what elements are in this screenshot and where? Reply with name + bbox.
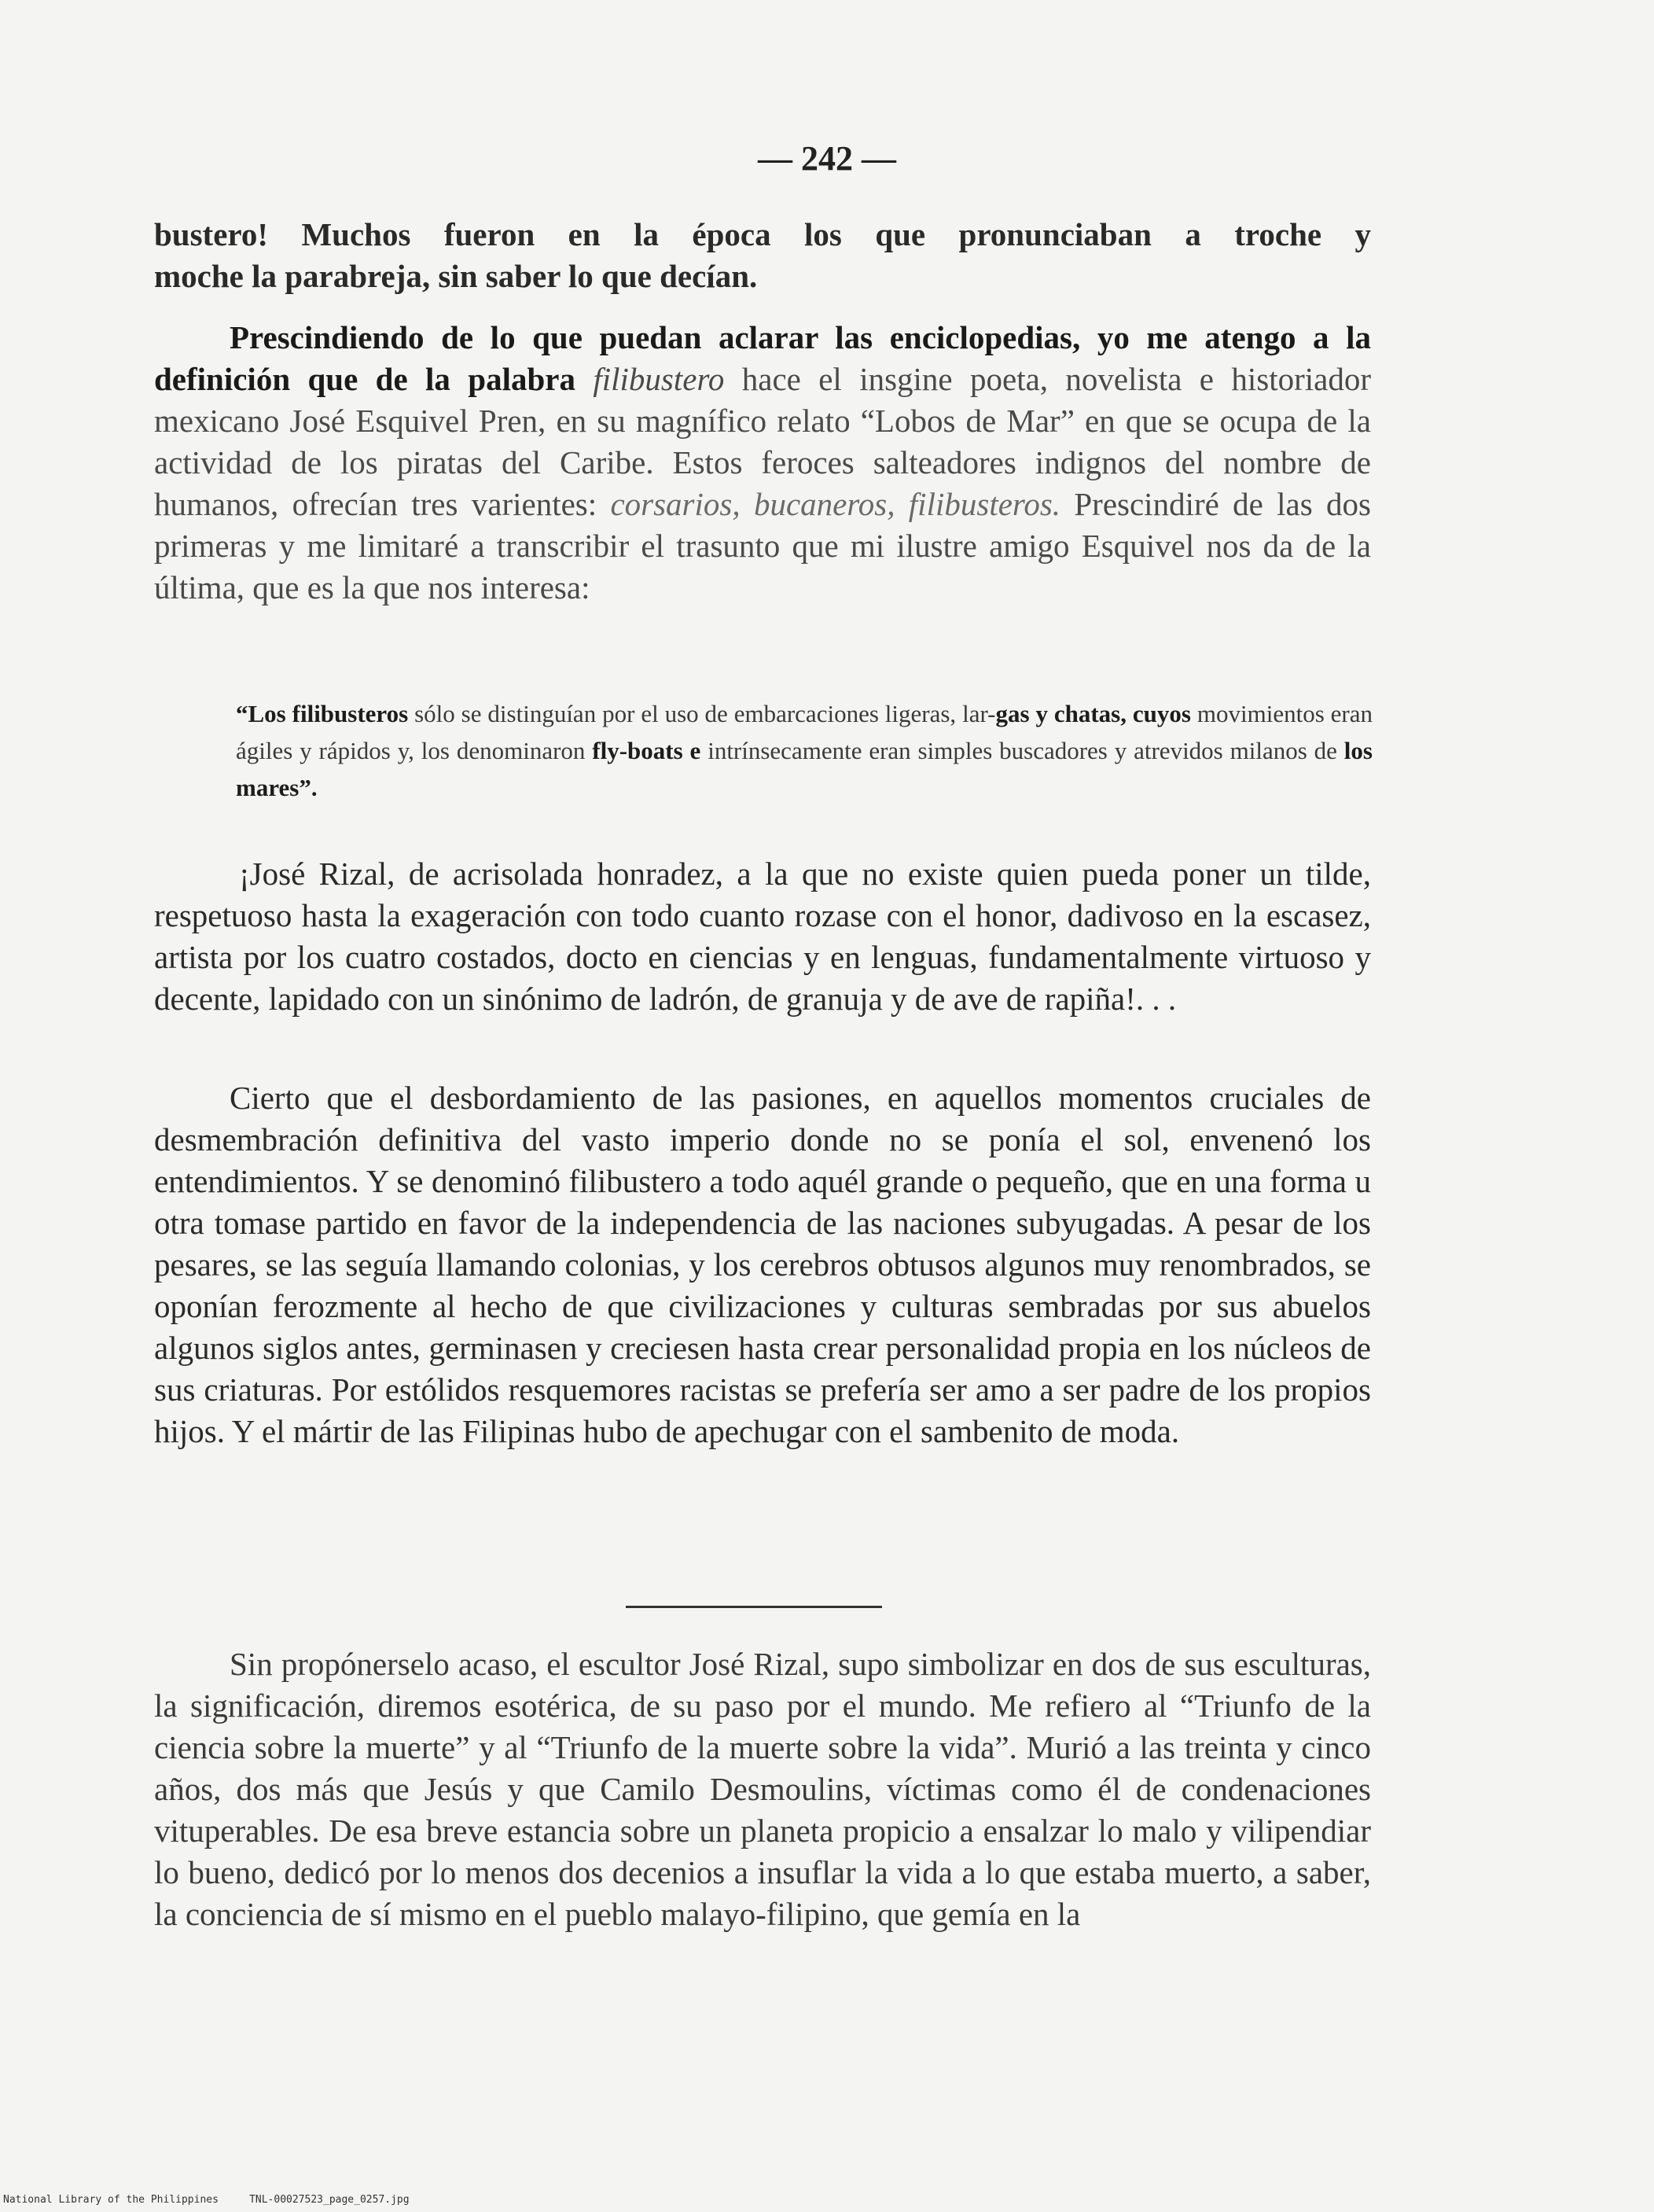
block-quote (236, 695, 1373, 806)
paragraph-passions-text: Cierto que el desbordamiento de las pasiones, en aquellos momentos cruciales de desmembración definitiva del vasto imperio donde no se ponía el sol, envenenó los entendimientos. Y se denominó filibustero a todo aquél grande o pequeño, que en una forma u otra tomase partido en favor de la independencia de las naciones subyugadas. A pesar de los pesares, se las seguía llamando colonias, y los cerebros obtusos algunos muy renombrados, se oponían ferozmente al hecho de que civilizaciones y culturas sembradas por sus abuelos algunos siglos antes, germinasen y creciesen hasta crear personalidad propia en los núcleos de sus criaturas. Por estólidos resquemores racistas se prefería ser amo a ser padre de los propios hijos. Y el mártir de las Filipinas hubo de apechugar con el sambenito de moda. (154, 1080, 1371, 1449)
paragraph-rizal-honor (154, 853, 1371, 1020)
quote-bold-4: los mares”. (236, 737, 1373, 801)
scan-footer (3, 2194, 410, 2206)
definition-text-part2: hace el insgine poeta, novelista e historiador mexicano José Esquivel Pren, en su magnífico relato “Lobos de Mar” en que se ocupa de la actividad de los piratas del Caribe. Estos feroces salteadores indignos del nombre de humanos, ofrecían tres varientes: (154, 361, 1371, 522)
paragraph-rizal-honor-text: ¡José Rizal, de acrisolada honradez, a la que no existe quien pueda poner un tilde, respetuoso hasta la exageración con todo cuanto rozase con el honor, dadivoso en la escasez, artista por los cuatro costados, docto en ciencias y en lenguas, fundamentalmente virtuoso y decente, lapidado con un sinónimo de ladrón, de granuja y de ave de rapiña!. . . (154, 856, 1371, 1017)
quote-text-3: intrínsecamente eran simples buscadores y atrevidos milanos de (700, 737, 1344, 764)
quote-text-1: sólo se distinguían por el uso de embarcaciones ligeras, lar- (408, 700, 996, 727)
quote-bold-2: gas y chatas, cuyos (995, 700, 1191, 727)
quote-text-2: movimientos eran ágiles y rápidos y, los denominaron (236, 700, 1373, 764)
paragraph-continuation (154, 214, 1371, 297)
paragraph-sculptures (154, 1643, 1371, 1935)
paragraph-continuation-line1: bustero! Muchos fueron en la época los que pronunciaban a troche y (154, 216, 1371, 252)
footer-library: National Library of the Philippines (3, 2194, 219, 2206)
filibustero-term: filibustero (593, 361, 725, 397)
paragraph-passions (154, 1077, 1371, 1452)
quote-bold-1: “Los filibusteros (236, 700, 409, 727)
paragraph-continuation-line2: moche la parabreja, sin saber lo que decían. (154, 258, 758, 294)
paragraph-sculptures-text: Sin propónerselo acaso, el escultor José Rizal, supo simbolizar en dos de sus esculturas, la significación, diremos esotérica, de su paso por el mundo. Me refiero al “Triunfo de la ciencia sobre la muerte” y al “Triunfo de la muerte sobre la vida”. Murió a las treinta y cinco años, dos más que Jesús y que Camilo Desmoulins, víctimas como él de condenaciones vituperables. De esa breve estancia sobre un planeta propicio a ensalzar lo malo y vilipendiar lo bueno, dedicó por lo menos dos decenios a insuflar la vida a lo que estaba muerto, a saber, la conciencia de sí mismo en el pueblo malayo-filipino, que gemía en la (154, 1646, 1371, 1932)
footer-filename: TNL-00027523_page_0257.jpg (249, 2194, 410, 2206)
section-divider (626, 1606, 882, 1608)
page-number: — 242 — (758, 139, 896, 178)
paragraph-definition (154, 317, 1371, 609)
definition-text-part1: Prescindiendo de lo que puedan aclarar las enciclopedias, yo me atengo a la definición que de la palabra (154, 319, 1371, 397)
paragraph-definition-text (154, 317, 1371, 609)
quote-bold-3: fly-boats e (592, 737, 701, 764)
definition-text-part3: Prescindiré de las dos primeras y me limitaré a transcribir el trasunto que mi ilustre amigo Esquivel nos da de la última, que es la que nos interesa: (154, 486, 1371, 605)
pirate-varieties: corsarios, bucaneros, filibusteros. (610, 486, 1061, 522)
